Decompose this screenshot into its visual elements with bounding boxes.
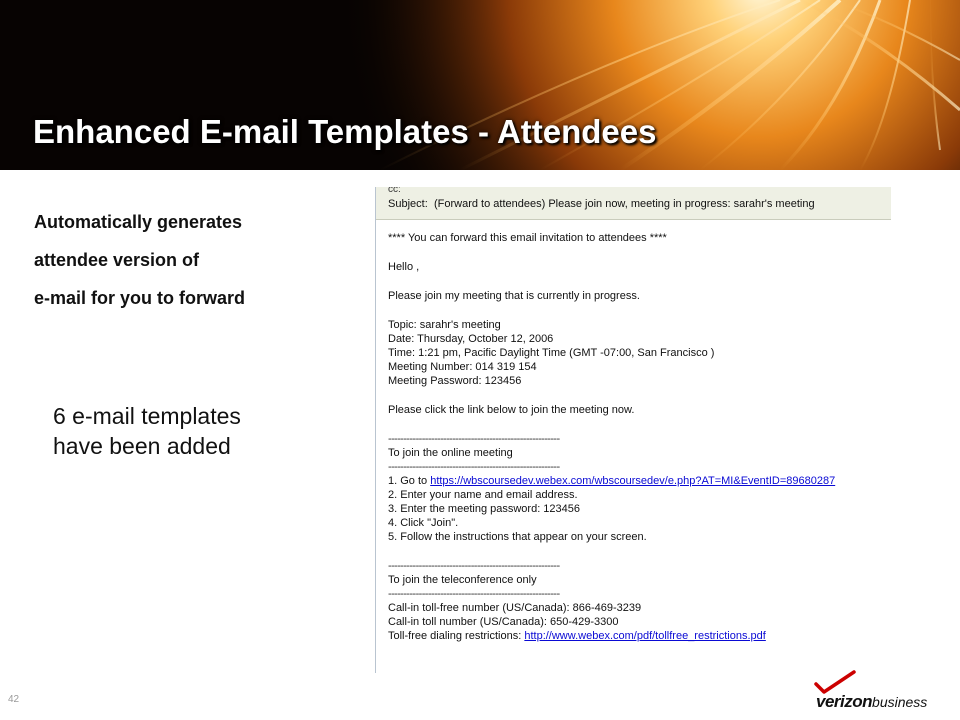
description-line: Automatically generates	[34, 212, 243, 232]
step-2: 2. Enter your name and email address.	[388, 489, 578, 501]
forward-notice: **** You can forward this email invitation to attendees ****	[388, 232, 667, 244]
title-banner	[0, 0, 960, 170]
restrictions-prefix: Toll-free dialing restrictions:	[388, 630, 525, 642]
restrictions	[388, 629, 888, 643]
divider: --------------------------------------------------------	[388, 560, 560, 572]
description-block	[34, 203, 334, 317]
toll-number: Call-in toll number (US/Canada): 650-429-3300	[388, 616, 619, 628]
subject-value: (Forward to attendees) Please join now, meeting in progress: sarahr's meeting	[434, 198, 815, 210]
divider: --------------------------------------------------------	[388, 461, 560, 473]
email-header	[376, 187, 891, 220]
email-screenshot	[375, 187, 891, 673]
templates-note-line: have been added	[53, 433, 231, 459]
description-line: attendee version of	[34, 250, 200, 270]
logo-wordmark: verizonbusiness	[816, 692, 928, 711]
description-line: e-mail for you to forward	[34, 288, 246, 308]
step-5: 5. Follow the instructions that appear on your screen.	[388, 531, 647, 543]
step-1-prefix: 1. Go to	[388, 475, 431, 487]
intro-text: Please join my meeting that is currently in progress.	[388, 290, 640, 302]
templates-note	[53, 401, 241, 461]
meeting-date: Date: Thursday, October 12, 2006	[388, 333, 554, 345]
email-body	[388, 231, 888, 643]
click-link-text: Please click the link below to join the meeting now.	[388, 404, 635, 416]
templates-note-line: 6 e-mail templates	[53, 403, 241, 429]
slide-title: Enhanced E-mail Templates - Attendees	[33, 113, 657, 150]
verizon-business-logo	[812, 670, 932, 714]
restrictions-link[interactable]: http://www.webex.com/pdf/tollfree_restrictions.pdf	[524, 630, 766, 642]
meeting-password: Meeting Password: 123456	[388, 375, 522, 387]
subject-label: Subject:	[388, 198, 428, 210]
online-heading: To join the online meeting	[388, 447, 513, 459]
cc-label: cc:	[388, 187, 401, 195]
teleconf-heading: To join the teleconference only	[388, 574, 537, 586]
meeting-time: Time: 1:21 pm, Pacific Daylight Time (GMT -07:00, San Francisco )	[388, 347, 715, 359]
step-4: 4. Click "Join".	[388, 517, 459, 529]
meeting-link[interactable]: https://wbscoursedev.webex.com/wbscoursedev/e.php?AT=MI&EventID=89680287	[430, 475, 836, 487]
meeting-topic: Topic: sarahr's meeting	[388, 319, 501, 331]
tollfree-number: Call-in toll-free number (US/Canada): 866-469-3239	[388, 602, 642, 614]
step-1	[388, 474, 888, 488]
divider: --------------------------------------------------------	[388, 588, 560, 600]
greeting: Hello ,	[388, 261, 420, 273]
meeting-number: Meeting Number: 014 319 154	[388, 361, 537, 373]
page-number: 42	[8, 694, 20, 705]
step-3: 3. Enter the meeting password: 123456	[388, 503, 581, 515]
divider: --------------------------------------------------------	[388, 433, 560, 445]
